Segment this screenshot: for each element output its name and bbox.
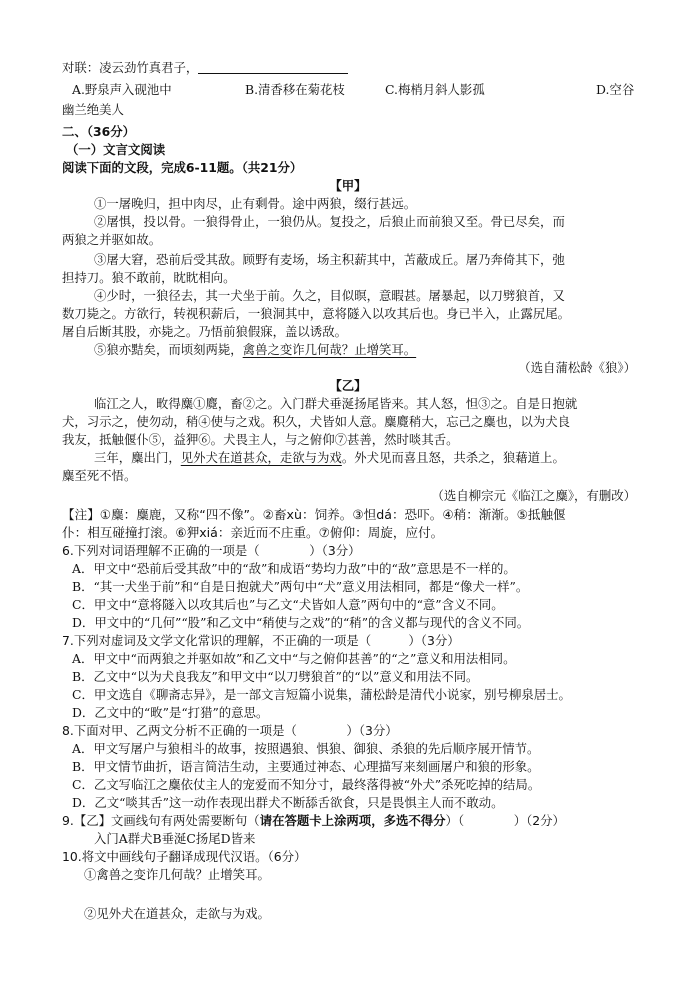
q10-sentence-1: ①禽兽之变诈几何哉？止增笑耳。: [84, 867, 270, 882]
q6-option-c: C．甲文中“意将隧入以攻其后也”与乙文“犬皆如人意”两句中的“意”含义不同。: [72, 597, 504, 612]
couplet-option-d-cont: 幽兰绝美人: [62, 102, 124, 117]
couplet-line: [62, 60, 348, 76]
jia-line9-plain: ⑤狼亦黠矣，而顷刻两毙，: [94, 342, 243, 357]
jia-line: 担持刀。狼不敢前，眈眈相向。: [62, 270, 236, 285]
q8-option-a: A．甲文写屠户与狼相斗的故事，按照遇狼、惧狼、御狼、杀狼的先后顺序展开情节。: [72, 741, 540, 756]
yi-line: 我友，抵触偃仆⑤，益狎⑥。犬畏主人，与之俯仰⑦甚善，然时啖其舌。: [62, 432, 459, 447]
q7-option-b: B．乙文中“以为犬良我友”和甲文中“以刀劈狼首”的“以”意义和用法不同。: [72, 669, 479, 684]
q7-option-a: A．甲文中“而两狼之并驱如故”和乙文中“与之俯仰甚善”的“之”意义和用法相同。: [72, 651, 516, 666]
yi-line4-pre: 三年，麋出门，: [94, 450, 181, 465]
q6-option-d: D．甲文中的“几何”“股”和乙文中“稍使与之戏”的“稍”的含义都与现代的含义不同。: [72, 615, 530, 630]
section-heading: 二、（36分）: [62, 124, 135, 139]
jia-line: ③屠大窘，恐前后受其敌。顾野有麦场，场主积薪其中，苫蔽成丘。屠乃奔倚其下，弛: [94, 252, 565, 267]
question-7-stem: 7.下列对虚词及文学文化常识的理解，不正确的一项是（ ）（3分）: [62, 633, 460, 648]
question-6-stem: 6.下列对词语理解不正确的一项是（ ）（3分）: [62, 543, 361, 558]
q9-stem-emphasis: 请在答题卡上涂两项，多选不得分: [259, 813, 446, 828]
q7-option-c: C．甲文选自《聊斋志异》，是一部文言短篇小说集，蒲松龄是清代小说家，别号柳泉居士。: [72, 687, 571, 702]
jia-underlined-sentence: 禽兽之变诈几何哉？止增笑耳。: [242, 342, 417, 357]
q6-option-a: A．甲文中“恐前后受其敌”中的“敌”和成语“势均力敌”中的“敌”意思是不一样的。: [72, 561, 516, 576]
couplet-option-c: C.梅梢月斜人影孤: [385, 82, 485, 97]
yi-line: 麋至死不悟。: [62, 468, 137, 483]
yi-source: （选自柳宗元《临江之麋》，有删改）: [431, 488, 636, 503]
q10-sentence-2: ②见外犬在道甚众，走欲与为戏。: [84, 906, 270, 921]
jia-line: ②屠惧，投以骨。一狼得骨止，一狼仍从。复投之，后狼止而前狼又至。骨已尽矣，而: [94, 214, 565, 229]
yi-line: 犬，习示之，使勿动，稍④使与之戏。积久，犬皆如人意。麋麑稍大，忘己之麋也，以为犬良: [62, 414, 571, 429]
yi-line: 临江之人，畋得麋①麑，畜②之。入门群犬垂涎扬尾皆来。其人怒，怛③之。自是日抱就: [94, 396, 578, 411]
jia-line: 两狼之并驱如故。: [62, 232, 162, 247]
passage-jia-title: 【甲】: [329, 178, 367, 193]
couplet-option-a: A.野泉声入砚池中: [72, 82, 172, 97]
question-10-stem: 10.将文中画线句子翻译成现代汉语。（6分）: [62, 849, 307, 864]
couplet-answer-blank: [198, 61, 348, 74]
q8-option-c: C．乙文写临江之麋依仗主人的宠爱而不知分寸，最终落得被“外犬”杀死吃掉的结局。: [72, 777, 541, 792]
reading-instruction: 阅读下面的文段，完成6-11题。（共21分）: [62, 160, 303, 175]
yi-line4-post: 。外犬见而喜且怒，共杀之，狼藉道上。: [341, 450, 565, 465]
q8-option-b: B．甲文情节曲折，语言简洁生动，主要通过神态、心理描写来刻画屠户和狼的形象。: [72, 759, 540, 774]
q7-option-d: D．乙文中的“畋”是“打猎”的意思。: [72, 705, 269, 720]
notes-line: 仆：相互碰撞打滚。⑥狎xiá：亲近而不庄重。⑦俯仰：周旋，应付。: [62, 525, 444, 540]
yi-underlined-sentence: 见外犬在道甚众，走欲与为戏: [180, 450, 342, 465]
question-8-stem: 8.下面对甲、乙两文分析不正确的一项是（ ）（3分）: [62, 723, 398, 738]
jia-line: ④少时，一狼径去，其一犬坐于前。久之，目似暝，意暇甚。屠暴起，以刀劈狼首，又: [94, 288, 565, 303]
couplet-prefix: 对联：凌云劲竹真君子，: [62, 60, 199, 75]
subsection-heading: （一）文言文阅读: [66, 142, 166, 157]
jia-line: ①一屠晚归，担中肉尽，止有剩骨。途中两狼，缀行甚远。: [94, 196, 417, 211]
q9-options: 入门A群犬B垂涎C扬尾D皆来: [94, 831, 256, 846]
q9-stem-start: 9.【乙】文画线句有两处需要断句（: [62, 813, 260, 828]
yi-line: [94, 450, 565, 466]
question-9-stem: [62, 813, 565, 829]
jia-line: 屠自后断其股，亦毙之。乃悟前狼假寐，盖以诱敌。: [62, 324, 347, 339]
notes-line: 【注】①麋：麋鹿，又称“四不像”。②畜xù：饲养。③怛dá：恐吓。④稍：渐渐。⑤抵触偃: [62, 507, 566, 522]
q9-stem-end: ）（ ）（2分）: [445, 813, 565, 828]
jia-line: [94, 342, 416, 358]
q6-option-b: B．“其一犬坐于前”和“自是日抱就犬”两句中“犬”意义用法相同，都是“像犬一样”。: [72, 579, 529, 594]
q8-option-d: D．乙文“啖其舌”这一动作表现出群犬不断舔舌欲食，只是畏惧主人而不敢动。: [72, 795, 504, 810]
jia-line: 数刀毙之。方欲行，转视积薪后，一狼洞其中，意将隧入以攻其后也。身已半入，止露尻尾。: [62, 306, 571, 321]
couplet-option-b: B.清香移在菊花枝: [245, 82, 345, 97]
jia-source: （选自蒲松龄《狼》）: [518, 360, 636, 375]
couplet-option-d: D.空谷: [596, 82, 635, 97]
passage-yi-title: 【乙】: [329, 378, 367, 393]
